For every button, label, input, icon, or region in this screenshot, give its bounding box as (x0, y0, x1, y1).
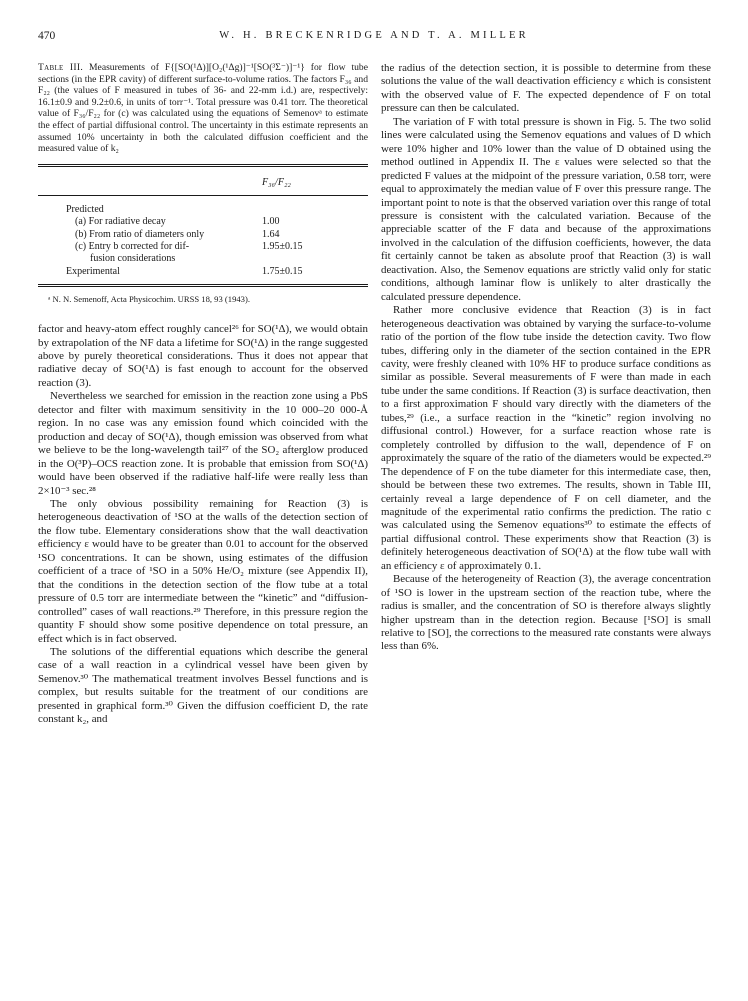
body-paragraph: The only obvious possibility remaining for Reaction (3) is heterogeneous deactivation of ¹SO at the walls of the detection section of the flow tube. Elementary considerations show that the wall deactivation efficiency ε would have to be greater than 0.01 to account for the observed ¹SO concentrations. It can be shown, using estimates of the diffusion coefficient of a trace of ¹SO in a 50% He/O₂ mixture (see Appendix II), that the conditions in the detection section of the flow tube at a total pressure of 0.5 torr are intermediate between the “kinetic” and “diffusion-controlled” cases of wall reactions.²⁹ Therefore, in this pressure region the quantity F should show some positive dependence on total pressure, an effect which is in fact observed. (38, 497, 368, 645)
running-head-authors: W. H. BRECKENRIDGE AND T. A. MILLER (219, 30, 529, 41)
table-caption-text: Measurements of F{[SO(¹Δ)][O₂(¹Δg)]⁻¹[SO(³Σ⁻)]⁻¹} for flow tube sections (in the EPR cavity) of different surface-to-volume ratios. The factors F₃₆ and F₂₂ (the values of F measured in tubes of 36- and 22-mm i.d.) are, respectively: 16.1±0.9 and 9.2±0.6, in units of torr⁻¹. Total pressure was 0.41 torr. The theoretical value of F₃₆/F₂₂ for (c) was calculated using the equations of Semenovᵃ to estimate the effect of partial diffusional control. The uncertainty in this estimate represents an assumed 10% uncertainty in both the calculated diffusion coefficient and the measured value of k₂ (38, 62, 368, 155)
left-column (38, 62, 368, 727)
table-bottom-rule (38, 284, 368, 287)
table-row (38, 266, 368, 278)
row-label: (c) Entry b corrected for dif- (75, 240, 190, 252)
row-label: (a) For radiative decay (75, 216, 166, 228)
table-body (38, 196, 368, 284)
body-paragraph: The variation of F with total pressure is shown in Fig. 5. The two solid lines were calculated using the Semenov equations and values of D which were 10% higher and 10% lower than the value of D obtained using the method outlined in Appendix II. The ε values were selected so that the predicted F values at the midpoint of the pressure variation, 0.58 torr, were equal to approximately the median value of F over this pressure range. The important point to note is that the observed variation over this range of total pressure is consistent with the calculated variation. Because of the appreciable scatter of the F data and because of the approximations involved in the calculation of the diffusion coefficients, however, the data fit certainly cannot be taken as absolute proof that Reaction (3) is wall deactivation. Also, the Semenov equations are strictly valid only for static conditions, although laminar flow is unlikely to alter drastically the calculated pressure dependence. (381, 115, 711, 303)
body-paragraph: The solutions of the differential equations which describe the general case of a wall reaction in a cylindrical vessel have been given by Semenov.³⁰ The mathematical treatment involves Bessel functions and is complex, but results suitable for the treatment of our conditions are presented in graphical form.³⁰ Given the diffusion coefficient D, the rate constant k₂, and (38, 645, 368, 726)
table-label: Table III. (38, 62, 84, 73)
row-label: (b) From ratio of diameters only (75, 228, 205, 240)
table-row (38, 253, 368, 265)
body-paragraph: factor and heavy-atom effect roughly cancel²⁶ for SO(¹Δ), we would obtain by extrapolation of the NF data a lifetime for SO(¹Δ) in the range suggested above by purely theoretical considerations. Thus it does not appear that radiative decay of SO(¹Δ) is fast enough to account for the observed reaction (3). (38, 323, 368, 389)
body-paragraph: the radius of the detection section, it is possible to determine from these solutions the value of the wall deactivation efficiency ε which is consistent with the observed value of F. The expected dependence of F on total pressure can then be calculated. (381, 62, 711, 115)
row-value: 1.75±0.15 (262, 265, 303, 277)
table-row (38, 229, 368, 241)
table-column-header: F₃₆/F₂₂ (262, 176, 291, 188)
table-row (38, 204, 368, 216)
right-column (381, 62, 711, 654)
table-header-row (38, 167, 368, 195)
row-value: 1.95±0.15 (262, 240, 303, 252)
body-paragraph: Rather more conclusive evidence that Reaction (3) is in fact heterogeneous deactivation was obtained by varying the surface-to-volume ratio of the portion of the flow tube inside the detection cavity. Two flow tubes, differing only in the diameter of the section contained in the EPR cavity, were freshly cleaned with 10% HF to produce surface conditions as similar as possible. Several measurements of F were than made in each tube under the same conditions. If Reaction (3) is surface deactivation, then to a first approximation F should vary directly with the diameters of the tubes,²⁹ (i.e., a surface reaction in the “kinetic” region involving no diffusional control.) However, for a surface reaction whose rate is completely controlled by diffusion to the wall, dependence of F on approximately the square of the ratio of the diameters would be expected.²⁹ The dependence of F on the tube diameter for this intermediate case, then, should be between these two extremes. The results, shown in Table III, certainly reveal a large dependence of F on cell diameter, and the magnitude of the experimental ratio confirms the prediction. The ratio c was calculated using the Semenov equations³⁰ to estimate the effects of partial diffusional control. These experiments show that Reaction (3) is definitely heterogeneous deactivation of SO(¹Δ) at the flow tube wall with an efficiency ε of approximately 0.1. (381, 304, 711, 572)
page-number: 470 (38, 30, 56, 42)
row-value: 1.00 (262, 216, 280, 228)
table-footnote: ᵃ N. N. Semenoff, Acta Physicochim. URSS 18, 93 (1943). (48, 294, 250, 305)
row-value: 1.64 (262, 228, 280, 240)
table-iii (38, 164, 368, 305)
spacer (38, 305, 368, 323)
table-caption (38, 62, 368, 155)
table-row (38, 216, 368, 228)
row-label: fusion considerations (90, 253, 176, 265)
row-label: Experimental (66, 265, 120, 277)
body-paragraph: Because of the heterogeneity of Reaction (3), the average concentration of ¹SO is lower in the upstream section of the reaction tube, where the radius is smaller, and the concentration of SO is therefore always slightly higher upstream than in the detection region. Because [¹SO] is small relative to [SO], the corrections to the measured rate constants were always less than 6%. (381, 573, 711, 653)
page-header (38, 30, 710, 48)
table-row (38, 241, 368, 253)
body-paragraph: Nevertheless we searched for emission in the reaction zone using a PbS detector and filter with maximum sensitivity in the 10 000–20 000-Å region. In no case was any emission found which coincided with the production and decay of SO(¹Δ), though emission was observed from what we believe to be the long-wavelength tail²⁷ of the SO₂ afterglow produced in the O(³P)–OCS reaction zone. It is probable that emission from SO(¹Δ) would have been observed if the radiative half-life were really less than 2×10⁻³ sec.²⁸ (38, 390, 368, 497)
row-label: Predicted (66, 203, 104, 215)
